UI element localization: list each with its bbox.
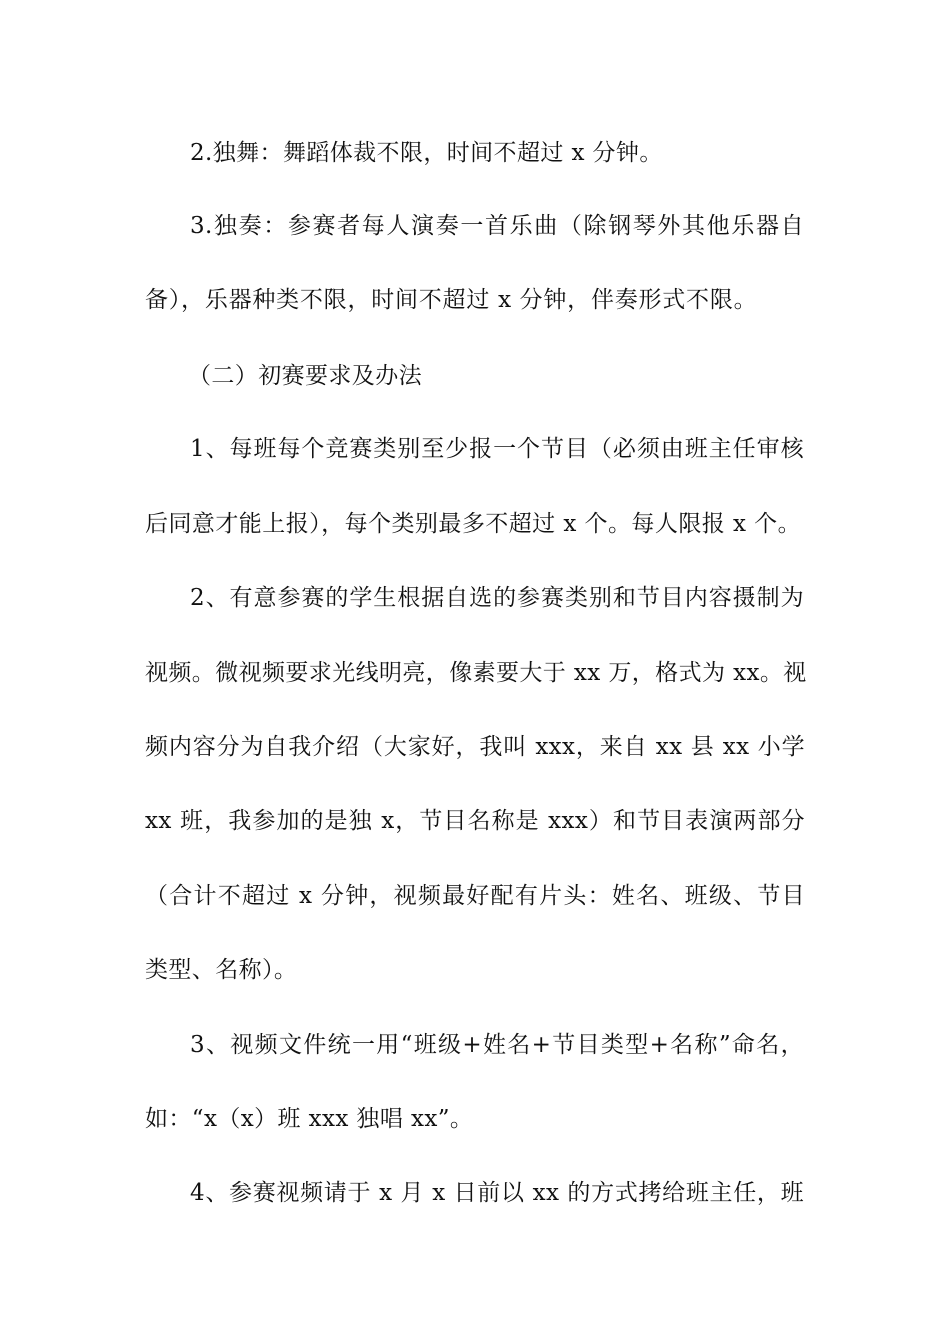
paragraph-line-6: 后同意才能上报），每个类别最多不超过 x 个。每人限报 x 个。 <box>145 511 801 537</box>
paragraph-line-12: 类型、名称）。 <box>145 957 298 983</box>
section-heading: （二）初赛要求及办法 <box>188 363 422 389</box>
paragraph-line-1: 2.独舞：舞蹈体裁不限，时间不超过 x 分钟。 <box>190 140 663 166</box>
paragraph-line-9: 频内容分为自我介绍（大家好，我叫 xxx，来自 xx 县 xx 小学 <box>145 734 805 760</box>
paragraph-line-5: 1、每班每个竞赛类别至少报一个节目（必须由班主任审核 <box>190 436 804 462</box>
paragraph-line-2: 3.独奏：参赛者每人演奏一首乐曲（除钢琴外其他乐器自 <box>190 213 804 239</box>
paragraph-line-7: 2、有意参赛的学生根据自选的参赛类别和节目内容摄制为 <box>190 585 804 611</box>
paragraph-line-3: 备），乐器种类不限，时间不超过 x 分钟，伴奏形式不限。 <box>145 287 757 313</box>
paragraph-line-15: 4、参赛视频请于 x 月 x 日前以 xx 的方式拷给班主任，班 <box>190 1180 804 1206</box>
paragraph-line-11: （合计不超过 x 分钟，视频最好配有片头：姓名、班级、节目 <box>145 883 805 909</box>
paragraph-line-8: 视频。微视频要求光线明亮，像素要大于 xx 万，格式为 xx。视 <box>145 660 807 686</box>
paragraph-line-10: xx 班，我参加的是独 x，节目名称是 xxx）和节目表演两部分 <box>145 808 805 834</box>
paragraph-line-13: 3、视频文件统一用“班级+姓名+节目类型+名称”命名， <box>190 1032 804 1058</box>
paragraph-line-14: 如：“x（x）班 xxx 独唱 xx”。 <box>145 1106 474 1132</box>
